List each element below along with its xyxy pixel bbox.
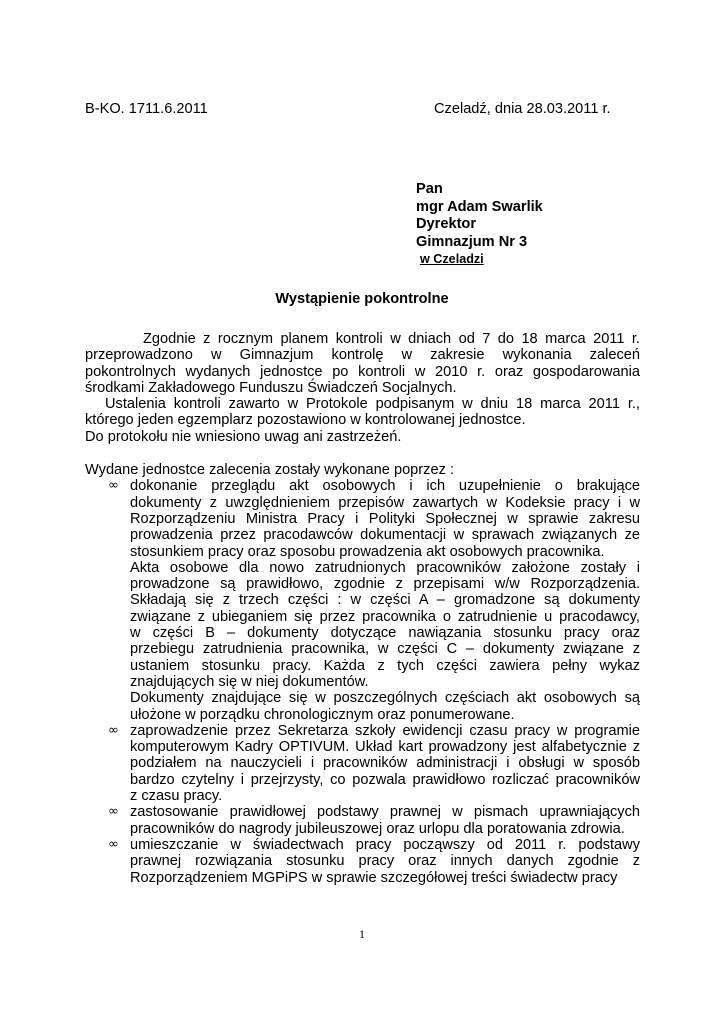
text-line: środkami Zakładowego Funduszu Świadczeń Socjalnych. (85, 379, 457, 396)
page-number: 1 (359, 927, 365, 941)
text-line: prowadzenia przez pracodawców dokumentacji w sprawach związanych ze (130, 527, 640, 544)
item-text (130, 478, 640, 559)
reference-number: B-KO. 1711.6.2011 (85, 101, 208, 117)
bullet-infinity-icon: ∞ (108, 722, 119, 738)
text-line: prowadzone są prawidłowo, zgodnie z przepisami w/w Rozporządzenia. (130, 576, 640, 593)
list-item (85, 804, 640, 837)
addressee-position: Dyrektor (416, 216, 477, 233)
text-line: Rozporządzeniem MGPiPS w sprawie szczegółowej treści świadectw pracy (130, 869, 618, 886)
text-line: w części B – dokumenty dotyczące nawiązania stosunku pracy oraz (130, 625, 640, 642)
text-line: pracowników do nagrody jubileuszowej oraz urlopu dla poratowania zdrowia. (130, 820, 625, 837)
item-text (130, 837, 640, 886)
text-line: z czasu pracy. (130, 788, 223, 805)
text-line: Ustalenia kontroli zawarto w Protokole podpisanym w dniu 18 marca 2011 r., (105, 396, 640, 413)
recommendations-list (85, 478, 640, 885)
item-text (130, 804, 640, 837)
bullet-infinity-icon: ∞ (108, 478, 119, 494)
list-item (85, 723, 640, 804)
place-date: Czeladź, dnia 28.03.2011 r. (434, 101, 611, 117)
addressee-city: w Czeladzi (420, 252, 484, 267)
text-line: Składają się z trzech części : w części A – gromadzone są dokumenty (130, 592, 640, 609)
addressee-name: mgr Adam Swarlik (416, 198, 543, 215)
addressee-block (416, 181, 543, 269)
text-line: stosunkiem pracy oraz sposobu prowadzenia akt osobowych pracownika. (130, 543, 605, 560)
list-item (85, 837, 640, 886)
text-line: ułożone w porządku chronologicznym oraz ponumerowane. (130, 706, 515, 723)
text-line: umieszczanie w świadectwach pracy począwszy od 2011 r. podstawy (130, 836, 640, 853)
document-title: Wystąpienie pokontrolne (275, 291, 449, 307)
bullet-infinity-icon: ∞ (108, 804, 119, 820)
text-line: pokontrolnych wydanych jednostce po kontroli w 2010 r. oraz gospodarowania (85, 363, 640, 380)
text-line: Dokumenty znajdujące się w poszczególnych częściach akt osobowych są (130, 690, 640, 707)
recommendations-lead: Wydane jednostce zalecenia zostały wykonane poprzez : (85, 462, 454, 479)
document-body (85, 331, 640, 886)
text-line: bardzo czytelny i przejrzysty, co pozwala prawidłowo rozliczać pracowników (130, 771, 640, 788)
findings-paragraph (85, 396, 640, 429)
text-line: dokumenty z uwzględnieniem przepisów zawartych w Kodeksie pracy i w (130, 494, 640, 511)
no-objections-paragraph: Do protokołu nie wniesiono uwag ani zastrzeżeń. (85, 428, 402, 445)
intro-paragraph (85, 331, 640, 396)
text-line: przeprowadzono w Gimnazjum kontrolę w zakresie wykonania zaleceń (85, 347, 640, 364)
text-line: podziałem na nauczycieli i pracowników administracji i obsługi w sposób (130, 755, 640, 772)
text-line: zastosowanie prawidłowej podstawy prawnej w pismach uprawniających (130, 804, 640, 821)
addressee-salutation: Pan (416, 181, 443, 197)
addressee-institution: Gimnazjum Nr 3 (416, 233, 528, 250)
text-line: związane z ubieganiem się przez pracownika o zatrudnienie u pracodawcy, (130, 608, 640, 625)
item-text (130, 690, 640, 723)
text-line: którego jeden egzemplarz pozostawiono w kontrolowanej jednostce. (85, 412, 526, 429)
item-text (130, 560, 640, 690)
text-line: znajdujących się w niej dokumentów. (130, 673, 369, 690)
text-line: dokonanie przeglądu akt osobowych i ich uzupełnienie o brakujące (130, 478, 640, 495)
text-line: komputerowym Kadry OPTIVUM. Układ kart prowadzony jest alfabetycznie z (130, 739, 640, 756)
text-line: prawnej rozwiązania stosunku pracy oraz innych danych zgodnie z (130, 853, 640, 870)
text-line: Akta osobowe dla nowo zatrudnionych pracowników założone zostały i (130, 559, 640, 576)
text-line: Zgodnie z rocznym planem kontroli w dniach od 7 do 18 marca 2011 r. (143, 331, 640, 347)
text-line: przebiegu zatrudnienia pracownika, w części C – dokumenty związane z (130, 641, 640, 658)
bullet-infinity-icon: ∞ (108, 836, 119, 852)
text-line: zaprowadzenie przez Sekretarza szkoły ewidencji czasu pracy w programie (130, 722, 640, 739)
list-item (85, 478, 640, 722)
item-text (130, 723, 640, 804)
text-line: Rozporządzeniu Ministra Pracy i Polityki Społecznej w sprawie zakresu (130, 510, 640, 527)
text-line: ustaniem stosunku pracy. Każda z tych części zawiera pełny wykaz (130, 657, 640, 674)
